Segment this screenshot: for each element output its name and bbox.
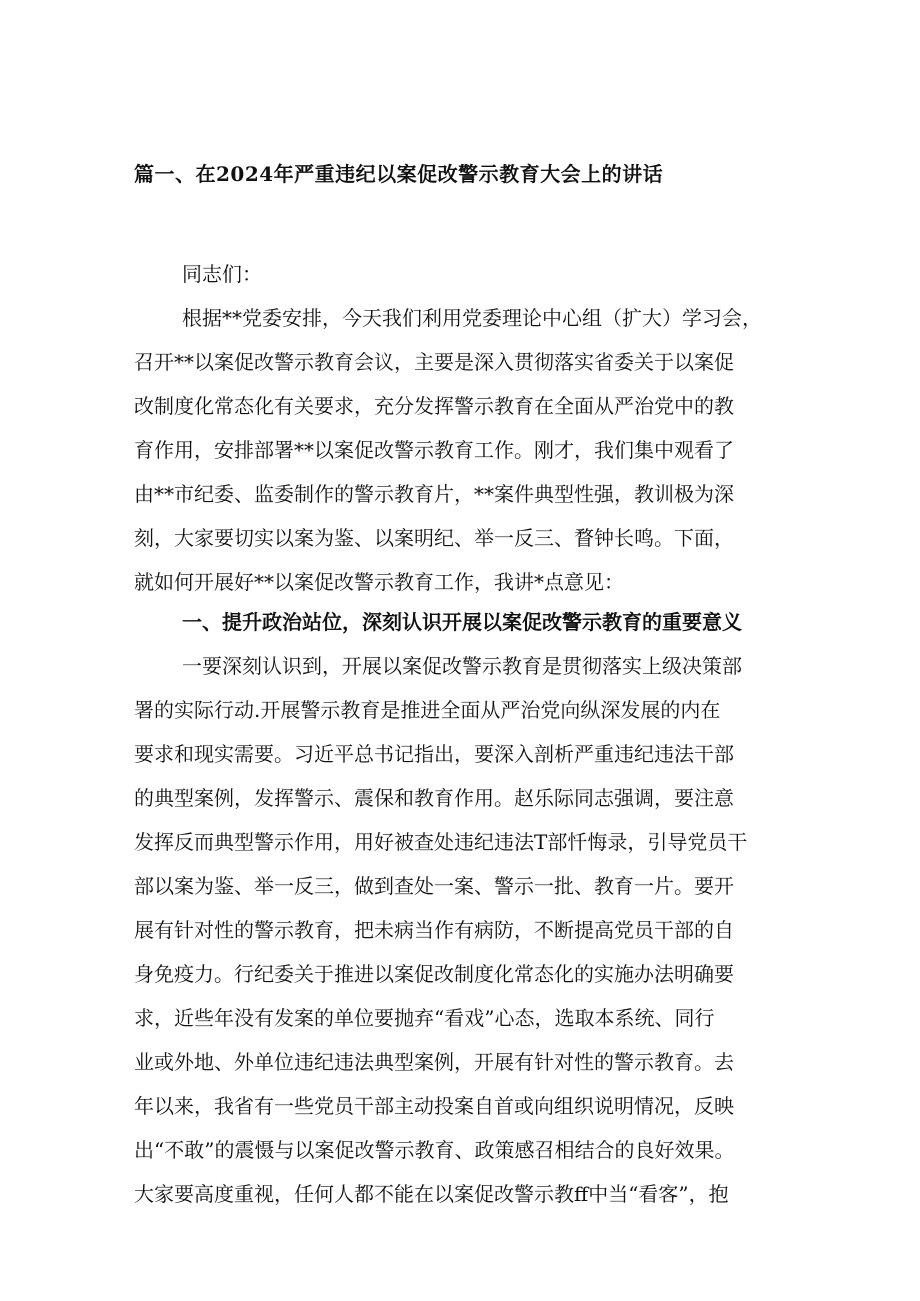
paragraph-line: 年以来，我省有一些党员干部主动投案自首或向组织说明情况，反映 bbox=[134, 1094, 734, 1118]
paragraph-line: 业或外地、外单位违纪违法典型案例，开展有针对性的警示教育。去 bbox=[134, 1050, 734, 1074]
paragraph-line: 刻，大家要切实以案为鉴、以案明纪、举一反三、瞀钟长鸣。下面， bbox=[134, 526, 734, 550]
paragraph-line: 根据**党委安排，今天我们利用党委理论中心组（扩大）学习会， bbox=[182, 306, 762, 330]
paragraph-line: 要求和现实需要。习近平总书记指出，要深入剖析严重违纪违法干部 bbox=[134, 742, 734, 766]
section-heading: 一、提升政治站位，深刻认识开展以案促改警示教育的重要意义 bbox=[182, 610, 742, 634]
paragraph-line: 出“不敢”的震慑与以案促改警示教育、政策感召相结合的良好效果。 bbox=[134, 1138, 735, 1162]
paragraph-line: 发挥反而典型警示作用，用好被查处违纪违法T部忏悔录，引导党员干 bbox=[134, 830, 748, 854]
paragraph-line: 由**市纪委、监委制作的警示教育片，**案件典型性强，教训极为深 bbox=[134, 482, 734, 506]
paragraph-line: 展有针对性的警示教育，把未病当作有病防，不断提高党员干部的自 bbox=[134, 918, 734, 942]
paragraph-line: 改制度化常态化有关要求，充分发挥警示教育在全面从严治党中的教 bbox=[134, 394, 734, 418]
paragraph-line: 就如何开展好**以案促改警示教育工作，我讲*点意见： bbox=[134, 570, 624, 594]
paragraph-line: 署的实际行动.开展警示教育是推进全面从严治党向纵深发展的内在 bbox=[134, 698, 721, 722]
paragraph-line: 的典型案例，发挥警示、震保和教育作用。赵乐际同志强调，要注意 bbox=[134, 786, 734, 810]
document-title: 篇一、在2024年严重违纪以案促改警示教育大会上的讲话 bbox=[134, 162, 664, 186]
paragraph-line: 育作用，安排部署**以案促改警示教育工作。刚才，我们集中观看了 bbox=[134, 438, 734, 462]
paragraph-line: 身免疫力。行纪委关于推进以案促改制度化常态化的实施办法明确要 bbox=[134, 962, 734, 986]
salutation-line: 同志们： bbox=[182, 262, 262, 286]
paragraph-line: 召开**以案促改警示教育会议，主要是深入贯彻落实省委关于以案促 bbox=[134, 350, 734, 374]
paragraph-line: 一要深刻认识到，开展以案促改警示教育是贯彻落实上级决策部 bbox=[182, 654, 742, 678]
paragraph-line: 大家要高度重视，任何人都不能在以案促改警示教ff中当“看客”，抱 bbox=[134, 1182, 729, 1206]
paragraph-line: 求，近些年没有发案的单位要抛弃“看戏”心态，选取本系统、同行 bbox=[134, 1006, 715, 1030]
paragraph-line: 部以案为鉴、举一反三，做到查处一案、警示一批、教育一片。要开 bbox=[134, 874, 734, 898]
